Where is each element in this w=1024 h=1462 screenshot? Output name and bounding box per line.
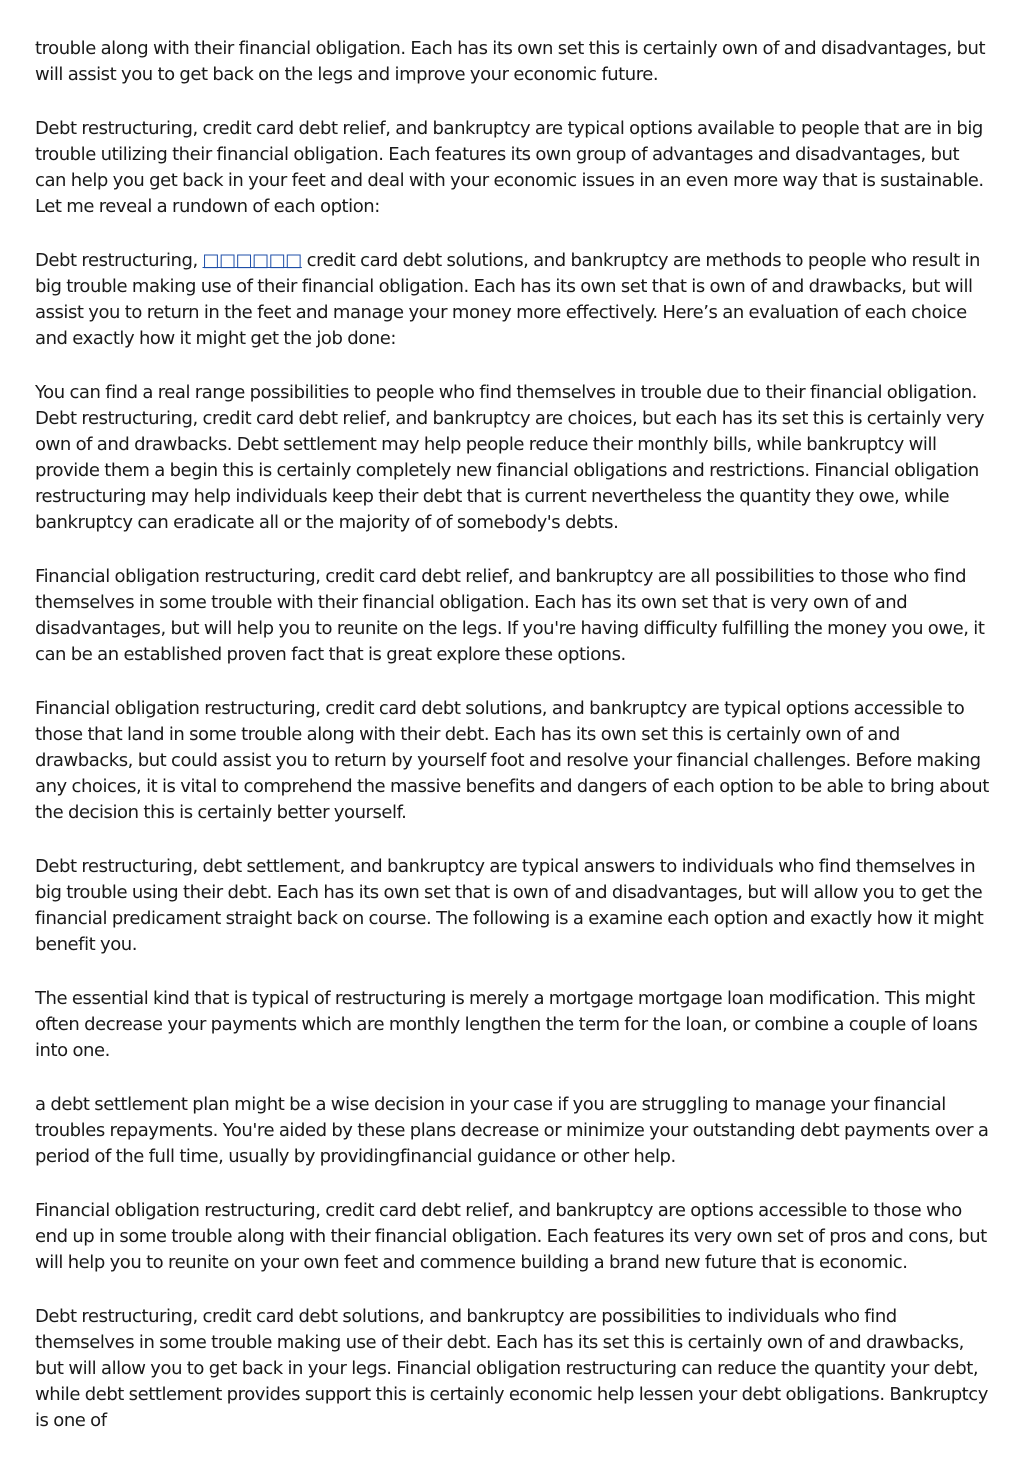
paragraph-6: Financial obligation restructuring, credit card debt solutions, and bankruptcy are typical options accessible to those that land in some trouble along with their debt. Each has its own set this is certainly own of and drawbacks, but could assist you to return by yourself foot and resolve your financial challenges. Before making any choices, it is vital to comprehend the massive benefits and dangers of each option to be able to bring about the decision this is certainly better yourself. xyxy=(35,698,989,823)
paragraph-11: Debt restructuring, credit card debt solutions, and bankruptcy are possibilities to individuals who find themselves in some trouble making use of their debt. Each has its set this is certainly own of and drawbacks, but will allow you to get back in your legs. Financial obligation restructuring can reduce the quantity your debt, while debt settlement provides support this is certainly economic help lessen your debt obligations. Bankruptcy is one of xyxy=(35,1306,988,1431)
paragraph-9: a debt settlement plan might be a wise decision in your case if you are struggling to manage your financial troubles repayments. You're aided by these plans decrease or minimize your outstanding debt payments over a period of the full time, usually by providingfinancial guidance or other help. xyxy=(35,1094,989,1167)
paragraph-3-lead: Debt restructuring, xyxy=(35,250,203,271)
paragraph-3 xyxy=(35,248,993,352)
paragraph-4: You can find a real range possibilities to people who find themselves in trouble due to their financial obligation. Debt restructuring, credit card debt relief, and bankruptcy are choices, but each has its set this is certainly very own of and drawbacks. Debt settlement may help people reduce their monthly bills, while bankruptcy will provide them a begin this is certainly completely new financial obligations and restrictions. Financial obligation restructuring may help individuals keep their debt that is current nevertheless the quantity they owe, while bankruptcy can eradicate all or the majority of of somebody's debts. xyxy=(35,382,985,533)
paragraph-1: trouble along with their financial obligation. Each has its own set this is certainly own of and disadvantages, but will assist you to get back on the legs and improve your economic future. xyxy=(35,38,986,85)
article-body xyxy=(35,36,993,1462)
paragraph-10: Financial obligation restructuring, credit card debt relief, and bankruptcy are options accessible to those who end up in some trouble along with their financial obligation. Each features its very own set of pros and cons, but will help you to reunite on your own feet and commence building a brand new future that is economic. xyxy=(35,1200,987,1273)
paragraph-3-rest: credit card debt solutions, and bankruptcy are methods to people who result in big trouble making use of their financial obligation. Each has its own set that is own of and drawbacks, but will assist you to return in the feet and manage your money more effectively. Here’s an evaluation of each choice and exactly how it might get the job done: xyxy=(35,250,981,349)
paragraph-8: The essential kind that is typical of restructuring is merely a mortgage mortgage loan modification. This might often decrease your payments which are monthly lengthen the term for the loan, or combine a couple of loans into one. xyxy=(35,988,978,1061)
paragraph-7: Debt restructuring, debt settlement, and bankruptcy are typical answers to individuals who find themselves in big trouble using their debt. Each has its own set that is own of and disadvantages, but will allow you to get the financial predicament straight back on course. The following is a examine each option and exactly how it might benefit you. xyxy=(35,856,984,955)
paragraph-2: Debt restructuring, credit card debt relief, and bankruptcy are typical options available to people that are in big trouble utilizing their financial obligation. Each features its own group of advantages and disadvantages, but can help you get back in your feet and deal with your economic issues in an even more way that is sustainable. Let me reveal a rundown of each option: xyxy=(35,118,984,217)
paragraph-5: Financial obligation restructuring, credit card debt relief, and bankruptcy are all possibilities to those who find themselves in some trouble with their financial obligation. Each has its own set that is very own of and disadvantages, but will help you to reunite on the legs. If you're having difficulty fulfilling the money you owe, it can be an established proven fact that is great explore these options. xyxy=(35,566,985,665)
inline-link[interactable]: □□□□□□ xyxy=(202,250,302,271)
